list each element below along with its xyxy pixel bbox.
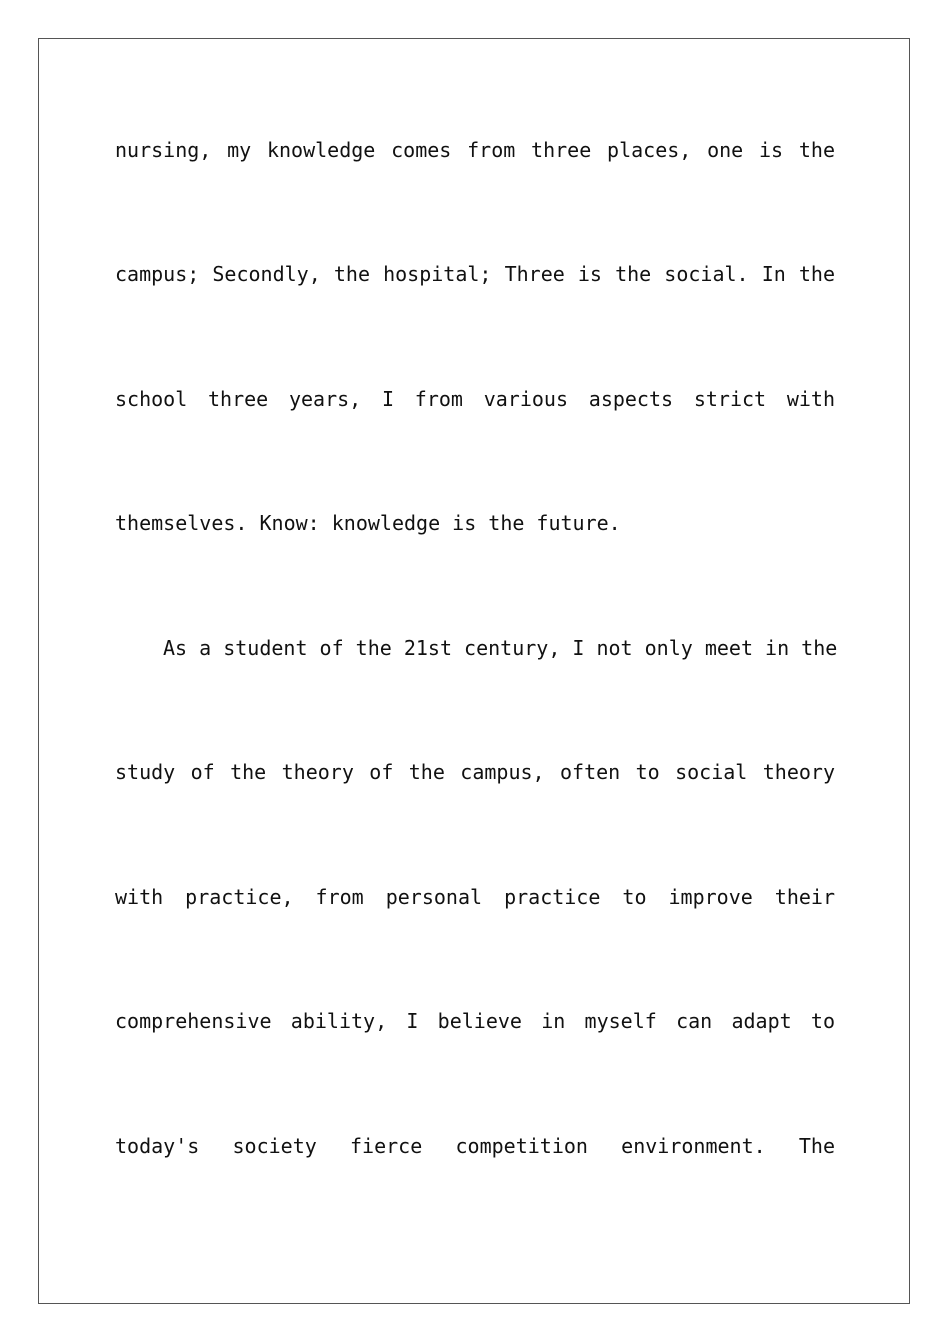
- text-line: comprehensive ability, I believe in myself can adapt to: [115, 1009, 835, 1033]
- text-line: campus; Secondly, the hospital; Three is the social. In the: [115, 262, 835, 286]
- text-line: nursing, my knowledge comes from three places, one is the: [115, 138, 835, 162]
- page-border: [38, 38, 910, 1304]
- text-line: with practice, from personal practice to improve their: [115, 885, 835, 909]
- text-line: today's society fierce competition environment. The: [115, 1134, 835, 1158]
- text-line: school three years, I from various aspects strict with: [115, 387, 835, 411]
- text-line: themselves. Know: knowledge is the future.: [115, 511, 621, 535]
- text-line: study of the theory of the campus, often to social theory: [115, 760, 835, 784]
- paragraph-first-line: As a student of the 21st century, I not only meet in the: [163, 636, 838, 660]
